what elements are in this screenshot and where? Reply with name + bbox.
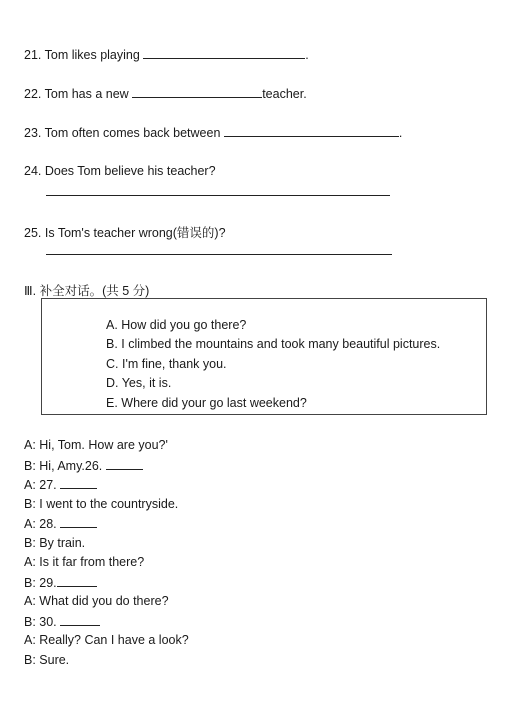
- answer-blank[interactable]: [143, 47, 305, 59]
- answer-blank[interactable]: [106, 458, 143, 470]
- options-box: [41, 298, 487, 415]
- option-e: E. Where did your go last weekend?: [106, 396, 307, 410]
- dialogue-line: A: 27.: [24, 477, 97, 492]
- dialogue-line: B: 30.: [24, 614, 100, 629]
- answer-line-25[interactable]: [46, 254, 392, 255]
- dialogue-line: B: Sure.: [24, 653, 70, 667]
- dialogue-line: A: What did you do there?: [24, 594, 169, 608]
- option-b: B. I climbed the mountains and took many beautiful pictures.: [106, 337, 441, 351]
- answer-line-24[interactable]: [46, 195, 390, 196]
- question-23: 23. Tom often comes back between .: [24, 126, 403, 140]
- answer-blank[interactable]: [132, 86, 262, 98]
- dialogue-line: B: Hi, Amy.26.: [24, 458, 143, 473]
- question-25: 25. Is Tom's teacher wrong(错误的)?: [24, 226, 226, 240]
- answer-blank[interactable]: [60, 477, 97, 489]
- option-a: A. How did you go there?: [106, 318, 247, 332]
- question-24: 24. Does Tom believe his teacher?: [24, 164, 216, 178]
- answer-blank[interactable]: [60, 516, 97, 528]
- dialogue-line: A: Is it far from there?: [24, 555, 145, 569]
- dialogue-line: B: I went to the countryside.: [24, 497, 179, 511]
- dialogue-line: B: By train.: [24, 536, 86, 550]
- answer-blank[interactable]: [224, 125, 399, 137]
- dialogue-line: B: 29.: [24, 575, 97, 590]
- section-title: Ⅲ. 补全对话。(共 5 分): [24, 284, 150, 298]
- question-22: 22. Tom has a new teacher.: [24, 87, 307, 101]
- answer-blank[interactable]: [57, 575, 97, 587]
- dialogue-line: A: Hi, Tom. How are you?': [24, 438, 168, 452]
- dialogue-line: A: Really? Can I have a look?: [24, 633, 189, 647]
- question-21: 21. Tom likes playing .: [24, 48, 309, 62]
- dialogue-line: A: 28.: [24, 516, 97, 531]
- answer-blank[interactable]: [60, 614, 100, 626]
- option-c: C. I'm fine, thank you.: [106, 357, 227, 371]
- option-d: D. Yes, it is.: [106, 376, 172, 390]
